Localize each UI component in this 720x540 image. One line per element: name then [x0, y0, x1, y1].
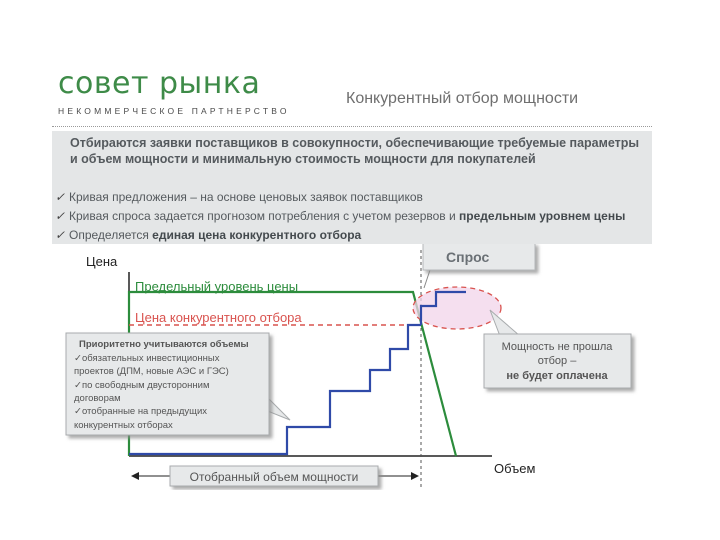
- x-axis-label: Объем: [494, 461, 536, 476]
- not-selected-box-pointer: [490, 310, 520, 336]
- check-icon: ✓: [55, 190, 66, 204]
- not-selected-line: отбор –: [537, 355, 577, 367]
- y-axis-label: Цена: [86, 254, 118, 269]
- priority-box-title: Приоритетно учитываются объемы: [79, 339, 249, 350]
- demand-callout-label: Спрос: [446, 249, 490, 265]
- check-icon: ✓: [55, 209, 66, 223]
- selected-volume-label: Отобранный объем мощности: [189, 470, 359, 484]
- priority-box-item: ✓отобранные на предыдущих: [74, 406, 208, 417]
- bullet-demand: [55, 209, 625, 223]
- unselected-supply-ellipse: [413, 287, 501, 329]
- not-selected-bold-line: не будет оплачена: [506, 370, 608, 382]
- priority-box-item: договорам: [74, 393, 121, 404]
- brand-logo-text: совет рынка: [58, 66, 261, 101]
- intro-lead-text: Отбираются заявки поставщиков в совокупности, обеспечивающие требуемые параметры и объем мощности и минимальную стоимость мощности для покупателей: [70, 136, 640, 166]
- market-diagram: [52, 244, 652, 490]
- slide-title: Конкурентный отбор мощности: [346, 90, 579, 107]
- not-selected-line: Мощность не прошла: [501, 341, 613, 353]
- brand-subtitle: НЕКОММЕРЧЕСКОЕ ПАРТНЕРСТВО: [58, 106, 290, 116]
- bullet-bold-text: единая цена конкурентного отбора: [152, 228, 362, 242]
- priority-box-item: конкурентных отборах: [74, 420, 173, 431]
- priority-box-item: ✓обязательных инвестиционных: [74, 353, 220, 364]
- bullet-supply: [55, 190, 423, 204]
- check-icon: ✓: [55, 228, 66, 242]
- priority-box-item: проектов (ДПМ, новые АЭС и ГЭС): [74, 366, 229, 377]
- cap-price-label: Предельный уровень цены: [135, 279, 299, 294]
- clearing-price-label: Цена конкурентного отбора: [135, 310, 302, 325]
- bullet-text: Кривая спроса задается прогнозом потребления с учетом резервов и: [69, 209, 460, 223]
- demand-callout-pointer: [424, 270, 430, 288]
- priority-box-item: ✓по свободным двусторонним: [74, 380, 210, 391]
- bullet-text: Определяется: [69, 228, 153, 242]
- bullet-text: Кривая предложения – на основе ценовых заявок поставщиков: [69, 190, 423, 204]
- bullet-price: [55, 228, 361, 242]
- header-divider: [52, 126, 652, 127]
- bullet-bold-text: предельным уровнем цены: [459, 209, 626, 223]
